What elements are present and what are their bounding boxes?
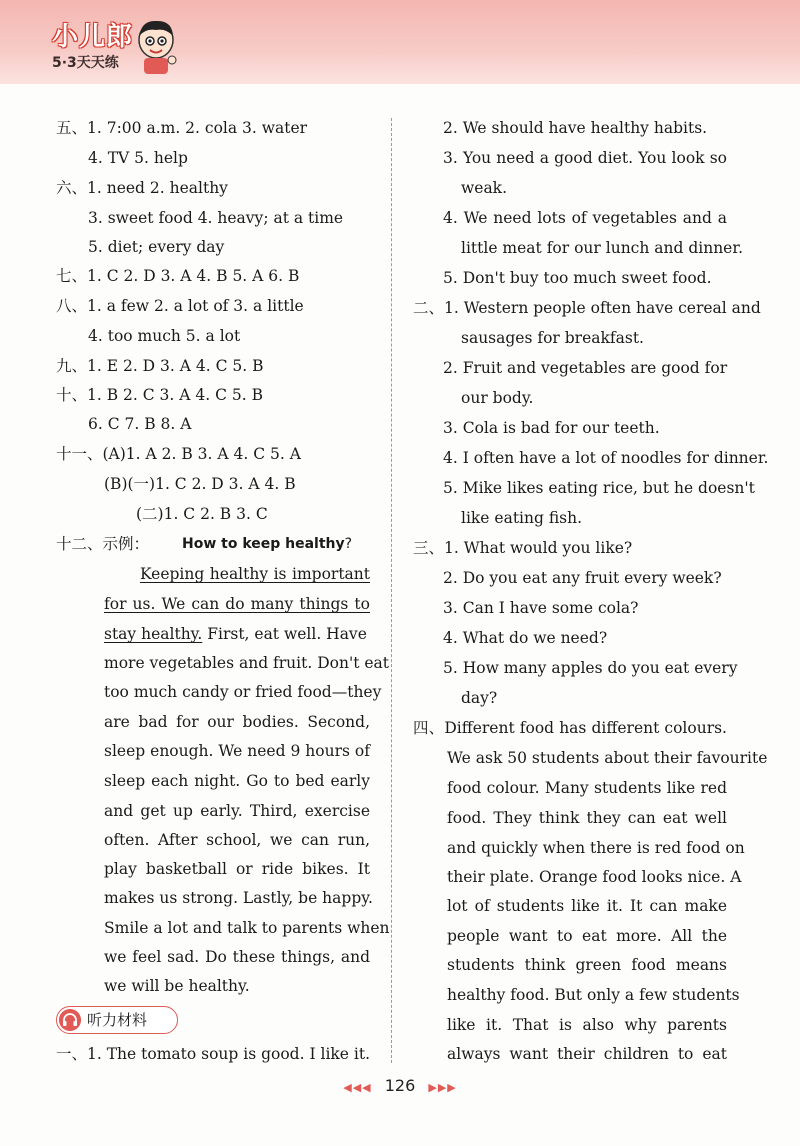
script-line: 2. Do you eat any fruit every week? [443, 569, 722, 587]
answer-line: 一、1. The tomato soup is good. I like it. [56, 1045, 371, 1063]
answer-line: 六、1. need 2. healthy [56, 179, 228, 197]
answer-line: 九、1. E 2. D 3. A 4. C 5. B [56, 357, 264, 375]
script-line: 5. Mike likes eating rice, but he doesn't [443, 479, 755, 497]
script-line: day? [461, 689, 498, 707]
mascot-icon [132, 16, 180, 76]
essay-title: How to keep healthy? [182, 536, 353, 552]
listening-label: 听力材料 [87, 1011, 148, 1029]
answer-line: 4. too much 5. a lot [88, 327, 241, 345]
script-line: 5. Don't buy too much sweet food. [443, 269, 712, 287]
essay-line: too much candy or fried food—they [104, 683, 382, 701]
essay-line: and get up early. Third, exercise [104, 802, 370, 820]
essay-line: we will be healthy. [104, 977, 250, 995]
script-line: healthy food. But only a few students [447, 986, 740, 1004]
essay-line: more vegetables and fruit. Don't eat [104, 654, 390, 672]
script-line: 四、Different food has different colours. [413, 719, 727, 737]
script-line: food colour. Many students like red [447, 779, 727, 797]
script-line: people want to eat more. All the [447, 927, 727, 945]
header-banner [0, 0, 800, 84]
answer-line: 5. diet; every day [88, 238, 225, 256]
script-line: like it. That is also why parents [447, 1016, 727, 1034]
headphones-icon [59, 1009, 81, 1031]
answer-line: 3. sweet food 4. heavy; at a time [88, 209, 344, 227]
script-line: and quickly when there is red food on [447, 839, 745, 857]
essay-line: we feel sad. Do these things, and [104, 948, 370, 966]
answer-line: 五、1. 7:00 a.m. 2. cola 3. water [56, 119, 308, 137]
answer-line: 4. TV 5. help [88, 149, 188, 167]
script-line: little meat for our lunch and dinner. [461, 239, 743, 257]
essay-line: Keeping healthy is important [140, 565, 370, 583]
logo-title: 小儿郎 [52, 22, 134, 52]
right-arrows-icon: ▶▶▶ [428, 1081, 457, 1094]
script-line: 三、1. What would you like? [413, 539, 633, 557]
script-line: always want their children to eat [447, 1045, 727, 1063]
answer-line: (B)(一)1. C 2. D 3. A 4. B [104, 475, 296, 493]
script-line: We ask 50 students about their favourite [447, 749, 768, 767]
script-line: lot of students like it. It can make [447, 897, 727, 915]
script-line: 3. Can I have some cola? [443, 599, 639, 617]
essay-line: sleep each night. Go to bed early [104, 772, 370, 790]
script-line: 4. I often have a lot of noodles for dinner. [443, 449, 769, 467]
brand-logo [52, 24, 133, 72]
section-label: 十二、示例： [56, 535, 150, 553]
essay-line: sleep enough. We need 9 hours of [104, 742, 370, 760]
essay-line: often. After school, we can run, [104, 831, 370, 849]
script-line: weak. [461, 179, 508, 197]
essay-line: makes us strong. Lastly, be happy. [104, 889, 373, 907]
script-line: 2. Fruit and vegetables are good for [443, 359, 728, 377]
script-line: their plate. Orange food looks nice. A [447, 868, 742, 886]
script-line: students think green food means [447, 956, 727, 974]
script-line: 3. Cola is bad for our teeth. [443, 419, 660, 437]
listening-section-tag [56, 1006, 178, 1034]
script-line: 4. We need lots of vegetables and a [443, 209, 727, 227]
answer-line: 十、1. B 2. C 3. A 4. C 5. B [56, 386, 263, 404]
page-number: 126 [384, 1076, 416, 1095]
script-line: 2. We should have healthy habits. [443, 119, 708, 137]
essay-line: are bad for our bodies. Second, [104, 713, 370, 731]
essay-line: Smile a lot and talk to parents when [104, 919, 390, 937]
script-line: like eating fish. [461, 509, 583, 527]
script-line: 3. You need a good diet. You look so [443, 149, 727, 167]
script-line: our body. [461, 389, 534, 407]
logo-subtitle: 5·3天天练 [52, 55, 119, 71]
essay-line: for us. We can do many things to [104, 595, 370, 613]
script-line: 5. How many apples do you eat every [443, 659, 738, 677]
essay-line: play basketball or ride bikes. It [104, 860, 370, 878]
answer-line: (二)1. C 2. B 3. C [136, 505, 268, 523]
answer-line: 十一、(A)1. A 2. B 3. A 4. C 5. A [56, 445, 301, 463]
script-line: food. They think they can eat well [447, 809, 727, 827]
page-footer [0, 1076, 800, 1095]
answer-line: 七、1. C 2. D 3. A 4. B 5. A 6. B [56, 267, 300, 285]
answer-line: 八、1. a few 2. a lot of 3. a little [56, 297, 304, 315]
column-divider [391, 118, 392, 1063]
script-line: sausages for breakfast. [461, 329, 644, 347]
essay-line: stay healthy. First, eat well. Have [104, 625, 367, 643]
script-line: 二、1. Western people often have cereal and [413, 299, 761, 317]
script-line: 4. What do we need? [443, 629, 608, 647]
answer-line: 6. C 7. B 8. A [88, 415, 192, 433]
left-arrows-icon: ◀◀◀ [343, 1081, 372, 1094]
